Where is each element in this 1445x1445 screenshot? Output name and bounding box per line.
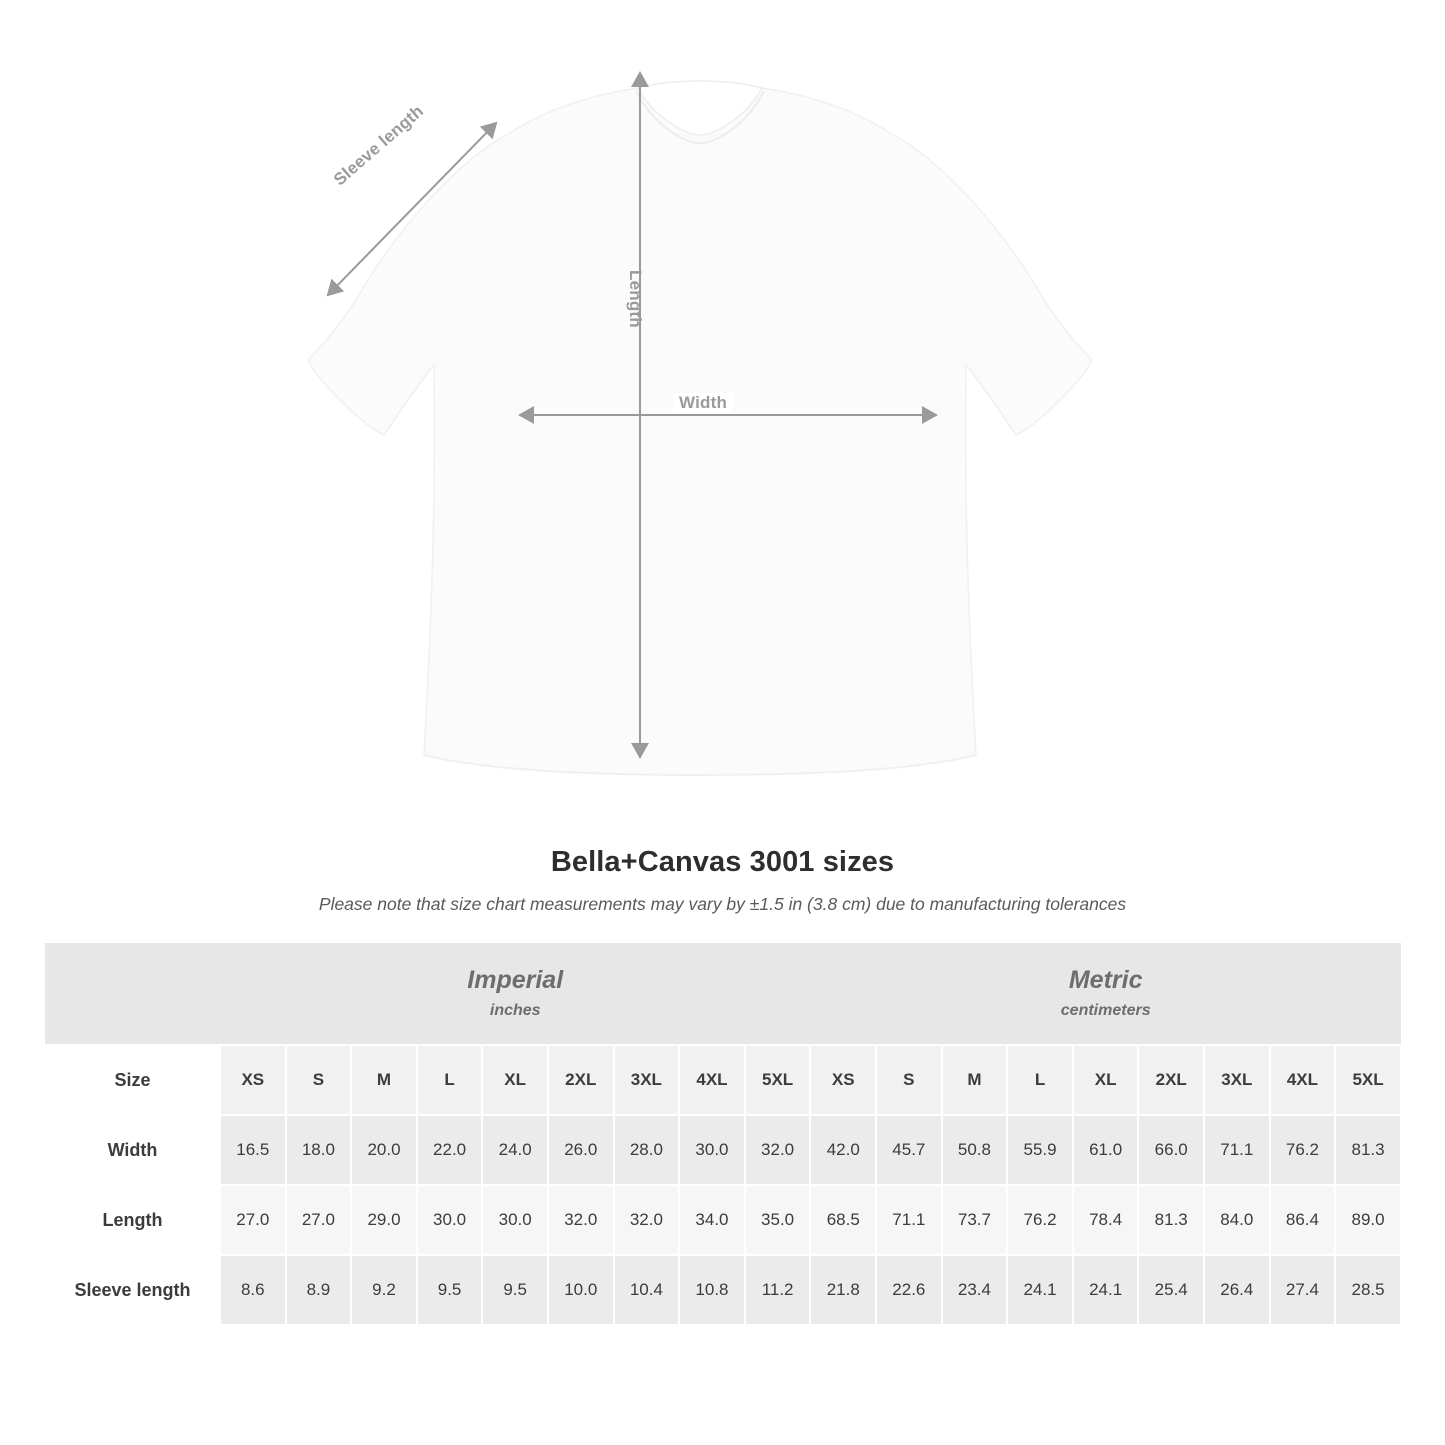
- size-header-label: Size: [45, 1045, 220, 1115]
- size-header-cell: S: [876, 1045, 942, 1115]
- size-header-cell: XS: [220, 1045, 286, 1115]
- table-row: [45, 1115, 1401, 1185]
- row-label-width: Width: [45, 1115, 220, 1185]
- cell-length: 27.0: [286, 1185, 352, 1255]
- cell-width: 26.0: [548, 1115, 614, 1185]
- size-header-row: [45, 1045, 1401, 1115]
- cell-sleeve: 21.8: [810, 1255, 876, 1325]
- size-header-cell: 4XL: [679, 1045, 745, 1115]
- cell-length: 32.0: [548, 1185, 614, 1255]
- cell-length: 81.3: [1138, 1185, 1204, 1255]
- cell-width: 24.0: [482, 1115, 548, 1185]
- size-table-wrap: [44, 943, 1401, 1326]
- cell-length: 84.0: [1204, 1185, 1270, 1255]
- sleeve-length-label: Sleeve length: [330, 101, 428, 190]
- cell-width: 71.1: [1204, 1115, 1270, 1185]
- cell-sleeve: 10.0: [548, 1255, 614, 1325]
- cell-sleeve: 27.4: [1270, 1255, 1336, 1325]
- tolerance-note: Please note that size chart measurements may vary by ±1.5 in (3.8 cm) due to manufacturing tolerances: [318, 894, 1127, 914]
- unit-group-metric: [810, 943, 1400, 1045]
- unit-name-imperial: Imperial: [467, 966, 564, 994]
- unit-sub-metric: centimeters: [1060, 1002, 1151, 1020]
- size-header-cell: 5XL: [745, 1045, 811, 1115]
- length-label: Length: [626, 270, 645, 328]
- row-label-sleeve-length: Sleeve length: [45, 1255, 220, 1325]
- unit-sub-imperial: inches: [489, 1002, 541, 1020]
- size-header-cell: L: [417, 1045, 483, 1115]
- cell-length: 35.0: [745, 1185, 811, 1255]
- title-block: [0, 846, 1445, 915]
- cell-length: 78.4: [1073, 1185, 1139, 1255]
- size-header-cell: S: [286, 1045, 352, 1115]
- cell-length: 29.0: [351, 1185, 417, 1255]
- cell-sleeve: 26.4: [1204, 1255, 1270, 1325]
- cell-sleeve: 28.5: [1335, 1255, 1401, 1325]
- cell-length: 71.1: [876, 1185, 942, 1255]
- cell-width: 61.0: [1073, 1115, 1139, 1185]
- cell-length: 30.0: [417, 1185, 483, 1255]
- cell-sleeve: 25.4: [1138, 1255, 1204, 1325]
- page-title: Bella+Canvas 3001 sizes: [550, 846, 895, 878]
- cell-width: 32.0: [745, 1115, 811, 1185]
- table-row: [45, 1185, 1401, 1255]
- size-header-cell: L: [1007, 1045, 1073, 1115]
- cell-sleeve: 9.5: [417, 1255, 483, 1325]
- cell-length: 34.0: [679, 1185, 745, 1255]
- cell-width: 22.0: [417, 1115, 483, 1185]
- size-header-cell: M: [351, 1045, 417, 1115]
- cell-sleeve: 24.1: [1073, 1255, 1139, 1325]
- cell-width: 55.9: [1007, 1115, 1073, 1185]
- cell-sleeve: 11.2: [745, 1255, 811, 1325]
- cell-length: 89.0: [1335, 1185, 1401, 1255]
- tshirt-icon: [300, 55, 1100, 795]
- size-header-cell: 3XL: [614, 1045, 680, 1115]
- cell-width: 76.2: [1270, 1115, 1336, 1185]
- cell-sleeve: 22.6: [876, 1255, 942, 1325]
- size-header-cell: M: [942, 1045, 1008, 1115]
- size-header-cell: 4XL: [1270, 1045, 1336, 1115]
- cell-length: 32.0: [614, 1185, 680, 1255]
- size-header-cell: 2XL: [1138, 1045, 1204, 1115]
- unit-spacer-cell: [45, 943, 220, 1045]
- size-header-cell: 2XL: [548, 1045, 614, 1115]
- cell-sleeve: 9.5: [482, 1255, 548, 1325]
- cell-sleeve: 8.9: [286, 1255, 352, 1325]
- cell-length: 68.5: [810, 1185, 876, 1255]
- width-label: Width: [673, 393, 733, 413]
- unit-name-metric: Metric: [1068, 966, 1143, 994]
- cell-width: 81.3: [1335, 1115, 1401, 1185]
- size-header-cell: XS: [810, 1045, 876, 1115]
- cell-sleeve: 24.1: [1007, 1255, 1073, 1325]
- cell-sleeve: 8.6: [220, 1255, 286, 1325]
- size-header-cell: 5XL: [1335, 1045, 1401, 1115]
- cell-length: 86.4: [1270, 1185, 1336, 1255]
- size-table: [44, 943, 1402, 1326]
- cell-width: 16.5: [220, 1115, 286, 1185]
- size-header-cell: 3XL: [1204, 1045, 1270, 1115]
- cell-width: 50.8: [942, 1115, 1008, 1185]
- cell-width: 42.0: [810, 1115, 876, 1185]
- cell-sleeve: 10.4: [614, 1255, 680, 1325]
- cell-sleeve: 23.4: [942, 1255, 1008, 1325]
- cell-width: 28.0: [614, 1115, 680, 1185]
- table-row: [45, 1255, 1401, 1325]
- cell-sleeve: 9.2: [351, 1255, 417, 1325]
- cell-length: 30.0: [482, 1185, 548, 1255]
- cell-length: 73.7: [942, 1185, 1008, 1255]
- cell-width: 20.0: [351, 1115, 417, 1185]
- cell-width: 30.0: [679, 1115, 745, 1185]
- unit-header-row: [45, 943, 1401, 1045]
- size-header-cell: XL: [1073, 1045, 1139, 1115]
- cell-width: 18.0: [286, 1115, 352, 1185]
- size-header-cell: XL: [482, 1045, 548, 1115]
- cell-length: 76.2: [1007, 1185, 1073, 1255]
- cell-length: 27.0: [220, 1185, 286, 1255]
- cell-sleeve: 10.8: [679, 1255, 745, 1325]
- unit-group-imperial: [220, 943, 810, 1045]
- row-label-length: Length: [45, 1185, 220, 1255]
- cell-width: 45.7: [876, 1115, 942, 1185]
- cell-width: 66.0: [1138, 1115, 1204, 1185]
